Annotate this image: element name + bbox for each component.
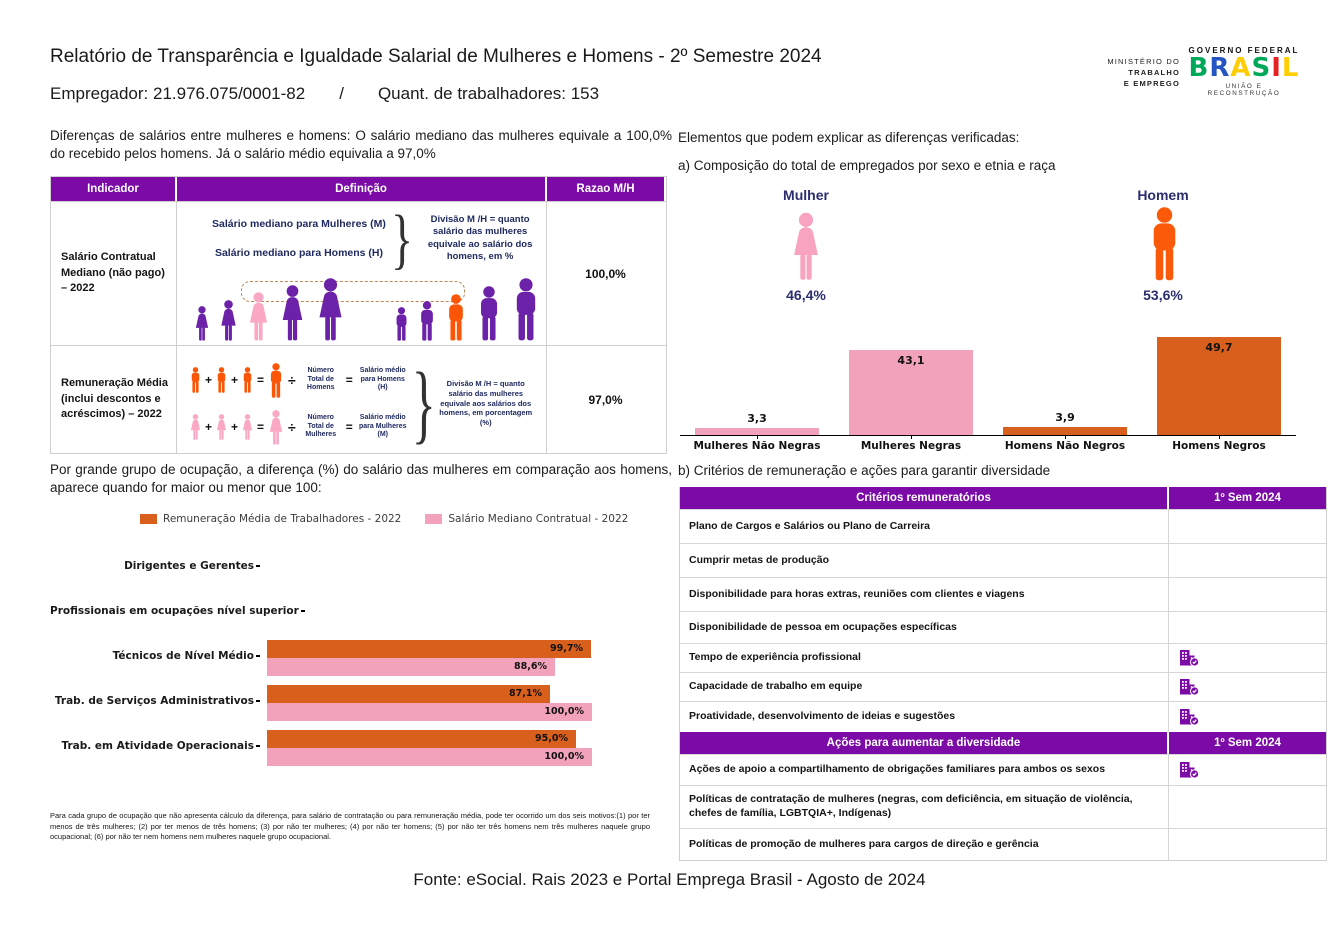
man-figure xyxy=(241,367,254,393)
criteria-value-cell xyxy=(1169,829,1326,860)
plus-sign: + xyxy=(205,373,213,387)
criteria-table-header xyxy=(680,487,1326,509)
composition-bar xyxy=(695,428,819,435)
man-figure-large xyxy=(267,363,285,398)
brace-glyph: } xyxy=(391,201,414,276)
brasil-letter: R xyxy=(1209,53,1231,83)
criteria-label: Políticas de contratação de mulheres (negras, com deficiência, em situação de violência, chefes de família, LGBTQIA+, Indígenas) xyxy=(680,786,1169,828)
woman-figure-median xyxy=(246,292,271,341)
men-average-equation xyxy=(189,363,410,398)
women-average-label: Salário médio para Mulheres (M) xyxy=(359,414,407,439)
population-figures xyxy=(193,278,542,341)
brasil-letter: L xyxy=(1281,53,1300,83)
occupation-category-label: Dirigentes e Gerentes xyxy=(50,560,260,572)
composition-value-label: 43,1 xyxy=(897,354,925,367)
occupation-value-label: 88,6% xyxy=(514,661,547,672)
composition-value-label: 3,9 xyxy=(1055,411,1075,424)
occupation-category-label: Trab. em Atividade Operacionais xyxy=(50,740,260,752)
criteria-row xyxy=(680,701,1326,732)
legend-label: Salário Mediano Contratual - 2022 xyxy=(448,513,629,525)
criteria-label: Tempo de experiência profissional xyxy=(680,644,1169,672)
chart-legend xyxy=(140,513,628,525)
man-figure xyxy=(475,286,503,341)
criteria-value-cell xyxy=(1169,702,1326,732)
brasil-logo-text xyxy=(1188,55,1300,82)
criteria-label: Ações de apoio a compartilhamento de obrigações familiares para ambos os sexos xyxy=(680,755,1169,785)
composition-plot-area xyxy=(680,332,1296,436)
criteria-row xyxy=(680,672,1326,701)
criteria-value-cell xyxy=(1169,578,1326,611)
definition-line: Salário mediano para Mulheres (M) xyxy=(212,218,386,231)
woman-figure xyxy=(278,285,307,341)
composition-bar xyxy=(1003,427,1127,435)
occupation-value-label: 87,1% xyxy=(509,688,542,699)
criteria-value-cell xyxy=(1169,755,1326,785)
definition-note: Divisão M /H = quanto salário das mulheres equivale aos salários dos homens, em porcentagem (%) xyxy=(439,379,533,428)
axis-tick xyxy=(1219,435,1220,439)
criteria-row xyxy=(680,611,1326,643)
divide-sign: ÷ xyxy=(288,372,296,388)
criteria-row xyxy=(680,643,1326,672)
criteria-rows xyxy=(680,509,1326,732)
woman-figure xyxy=(193,306,211,341)
criteria-label: Disponibilidade para horas extras, reuniões com clientes e viagens xyxy=(680,578,1169,611)
criteria-row xyxy=(680,785,1326,828)
actions-rows xyxy=(680,754,1326,860)
section-b-title: b) Critérios de remuneração e ações para garantir diversidade xyxy=(678,463,1051,478)
occupation-value-label: 100,0% xyxy=(544,706,584,717)
occupation-bar-chart xyxy=(50,540,662,775)
actions-header-label: Ações para aumentar a diversidade xyxy=(680,732,1169,754)
woman-figure xyxy=(189,414,202,440)
axis-tick xyxy=(256,655,260,657)
criteria-label: Proatividade, desenvolvimento de ideias e sugestões xyxy=(680,702,1169,732)
salary-difference-summary: Diferenças de salários entre mulheres e homens: O salário mediano das mulheres equivale a 100,0% do recebido pelos homens. Já o salário médio equivalia a 97,0% xyxy=(50,128,672,162)
col-razao: Razao M/H xyxy=(547,177,664,201)
ministry-line: E EMPREGO xyxy=(1123,78,1180,88)
men-average-label: Salário médio para Homens (H) xyxy=(359,367,406,392)
brasil-letter: I xyxy=(1271,53,1282,83)
divide-sign: ÷ xyxy=(288,419,296,435)
mulher-label: Mulher xyxy=(783,187,829,203)
composition-category-label: Mulheres Negras xyxy=(860,440,962,452)
chart-footnote: Para cada grupo de ocupação que não apresenta cálculo da diferença, para salário de contratação ou para remuneração média, pode ter ocorrido um dos seis motivos:(1) por ter menos de três mulheres; (2) por ter menos de três homens; (3) por não ter mulheres; (4) por não ter homens; (5) por não ter três homens nem três mulheres naquele grupo ocupacional; (6) por não ter nem homens nem mulheres naquele grupo ocupacional. xyxy=(50,811,650,841)
women-average-equation xyxy=(189,410,410,445)
criteria-value-cell xyxy=(1169,612,1326,643)
occupation-value-label: 100,0% xyxy=(544,751,584,762)
col-indicador: Indicador xyxy=(51,177,177,201)
equals-sign: = xyxy=(345,420,353,434)
axis-tick xyxy=(757,435,758,439)
axis-tick xyxy=(301,610,305,612)
company-check-icon xyxy=(1179,678,1200,696)
source-footer: Fonte: eSocial. Rais 2023 e Portal Emprega Brasil - Agosto de 2024 xyxy=(413,870,926,889)
workers-count: Quant. de trabalhadores: 153 xyxy=(377,84,600,103)
composition-category-label: Mulheres Não Negras xyxy=(693,440,821,452)
axis-tick xyxy=(911,435,912,439)
criteria-value-cell xyxy=(1169,510,1326,543)
woman-icon xyxy=(789,212,823,281)
actions-table-header xyxy=(680,732,1326,754)
table-row xyxy=(51,201,666,345)
criteria-row xyxy=(680,577,1326,611)
definition-cell xyxy=(177,202,547,345)
brasil-letter: A xyxy=(1230,53,1252,83)
legend-item xyxy=(140,513,401,525)
indicators-table xyxy=(50,176,667,454)
homem-label: Homem xyxy=(1137,187,1189,203)
col-definicao: Definição xyxy=(177,177,547,201)
composition-category-axis xyxy=(680,440,1296,456)
company-check-icon xyxy=(1179,761,1200,779)
axis-tick xyxy=(1065,435,1066,439)
ratio-value: 97,0% xyxy=(588,392,623,407)
criteria-label: Cumprir metas de produção xyxy=(680,544,1169,577)
legend-item xyxy=(425,513,628,525)
criteria-period: 1º Sem 2024 xyxy=(1169,487,1326,509)
composition-value-label: 49,7 xyxy=(1205,341,1233,354)
brasil-letter: S xyxy=(1251,53,1272,83)
criteria-row xyxy=(680,543,1326,577)
ministry-logo xyxy=(1098,57,1180,90)
occupation-value-label: 99,7% xyxy=(550,643,583,654)
man-figure xyxy=(510,278,542,341)
criteria-row xyxy=(680,509,1326,543)
man-figure xyxy=(393,307,410,341)
brace-glyph: } xyxy=(411,353,436,452)
ministry-line: TRABALHO xyxy=(1128,67,1180,77)
definition-line: Salário mediano para Homens (H) xyxy=(214,247,384,260)
woman-figure xyxy=(215,414,228,440)
man-figure-median xyxy=(444,294,468,341)
plus-sign: + xyxy=(205,420,213,434)
woman-figure-large xyxy=(267,410,285,445)
criteria-header-label: Critérios remuneratórios xyxy=(680,487,1169,509)
plus-sign: + xyxy=(231,373,239,387)
legend-swatch-pink xyxy=(425,514,442,524)
elements-title: Elementos que podem explicar as diferenças verificadas: xyxy=(678,130,1020,145)
indicator-name: Salário Contratual Mediano (não pago) – 2022 xyxy=(51,202,177,345)
composition-value-label: 3,3 xyxy=(747,412,767,425)
woman-figure xyxy=(218,300,239,341)
definition-note: Divisão M /H = quanto salário das mulheres equivale ao salário dos homens, em % xyxy=(427,214,533,263)
page-title: Relatório de Transparência e Igualdade Salarial de Mulheres e Homens - 2º Semestre 2024 xyxy=(50,46,822,67)
composition-bar-chart xyxy=(680,332,1296,456)
legend-label: Remuneração Média de Trabalhadores - 2022 xyxy=(163,513,402,525)
table-row xyxy=(51,345,666,453)
occupation-category-label: Trab. de Serviços Administrativos xyxy=(50,695,260,707)
criteria-label: Disponibilidade de pessoa em ocupações específicas xyxy=(680,612,1169,643)
woman-figure xyxy=(241,414,254,440)
women-total-label: Número Total de Mulheres xyxy=(305,414,337,439)
woman-figure xyxy=(314,278,347,341)
composition-category-label: Homens Não Negros xyxy=(1004,440,1126,452)
employer-line xyxy=(50,84,599,104)
indicator-name: Remuneração Média (inclui descontos e acréscimos) – 2022 xyxy=(51,346,177,453)
employer-value: Empregador: 21.976.075/0001-82 xyxy=(50,84,306,103)
axis-tick xyxy=(256,700,260,702)
company-check-icon xyxy=(1179,708,1200,726)
ministry-line: MINISTÉRIO DO xyxy=(1107,57,1180,66)
occupation-category-label: Profissionais em ocupações nível superior xyxy=(50,605,260,617)
criteria-value-cell xyxy=(1169,673,1326,701)
governo-federal-logo xyxy=(1188,46,1300,97)
ratio-value: 100,0% xyxy=(585,266,626,281)
man-figure xyxy=(417,301,437,341)
criteria-row xyxy=(680,828,1326,860)
man-icon xyxy=(1146,207,1183,281)
occupation-intro: Por grande grupo de ocupação, a diferença (%) do salário das mulheres em comparação aos homens, aparece quando for maior ou menor que 100: xyxy=(50,462,672,496)
company-check-icon xyxy=(1179,649,1200,667)
criteria-period: 1º Sem 2024 xyxy=(1169,732,1326,754)
uniao-reconstrucao-label: UNIÃO E RECONSTRUÇÃO xyxy=(1207,83,1281,98)
axis-tick xyxy=(256,565,260,567)
criteria-table xyxy=(679,487,1327,861)
equals-sign: = xyxy=(257,373,265,387)
man-figure xyxy=(189,367,202,393)
occupation-category-label: Técnicos de Nível Médio xyxy=(50,650,260,662)
legend-swatch-orange xyxy=(140,514,157,524)
homem-percentage: 53,6% xyxy=(1143,287,1183,303)
composition-category-label: Homens Negros xyxy=(1172,440,1266,452)
men-total-label: Número Total de Homens xyxy=(306,367,335,392)
axis-tick xyxy=(256,745,260,747)
criteria-value-cell xyxy=(1169,644,1326,672)
definition-cell xyxy=(177,346,547,453)
occupation-value-label: 95,0% xyxy=(535,733,568,744)
separator: / xyxy=(339,84,344,103)
section-a-title: a) Composição do total de empregados por sexo e etnia e raça xyxy=(678,158,1056,173)
equals-sign: = xyxy=(345,373,353,387)
governo-federal-label: GOVERNO FEDERAL xyxy=(1188,46,1300,55)
brasil-letter: B xyxy=(1188,53,1210,83)
criteria-row xyxy=(680,754,1326,785)
criteria-label: Capacidade de trabalho em equipe xyxy=(680,673,1169,701)
indicators-table-header xyxy=(51,177,666,201)
plus-sign: + xyxy=(231,420,239,434)
criteria-label: Plano de Cargos e Salários ou Plano de Carreira xyxy=(680,510,1169,543)
equals-sign: = xyxy=(257,420,265,434)
criteria-label: Políticas de promoção de mulheres para cargos de direção e gerência xyxy=(680,829,1169,860)
man-figure xyxy=(215,367,228,393)
criteria-value-cell xyxy=(1169,786,1326,828)
mulher-percentage: 46,4% xyxy=(786,287,826,303)
criteria-value-cell xyxy=(1169,544,1326,577)
